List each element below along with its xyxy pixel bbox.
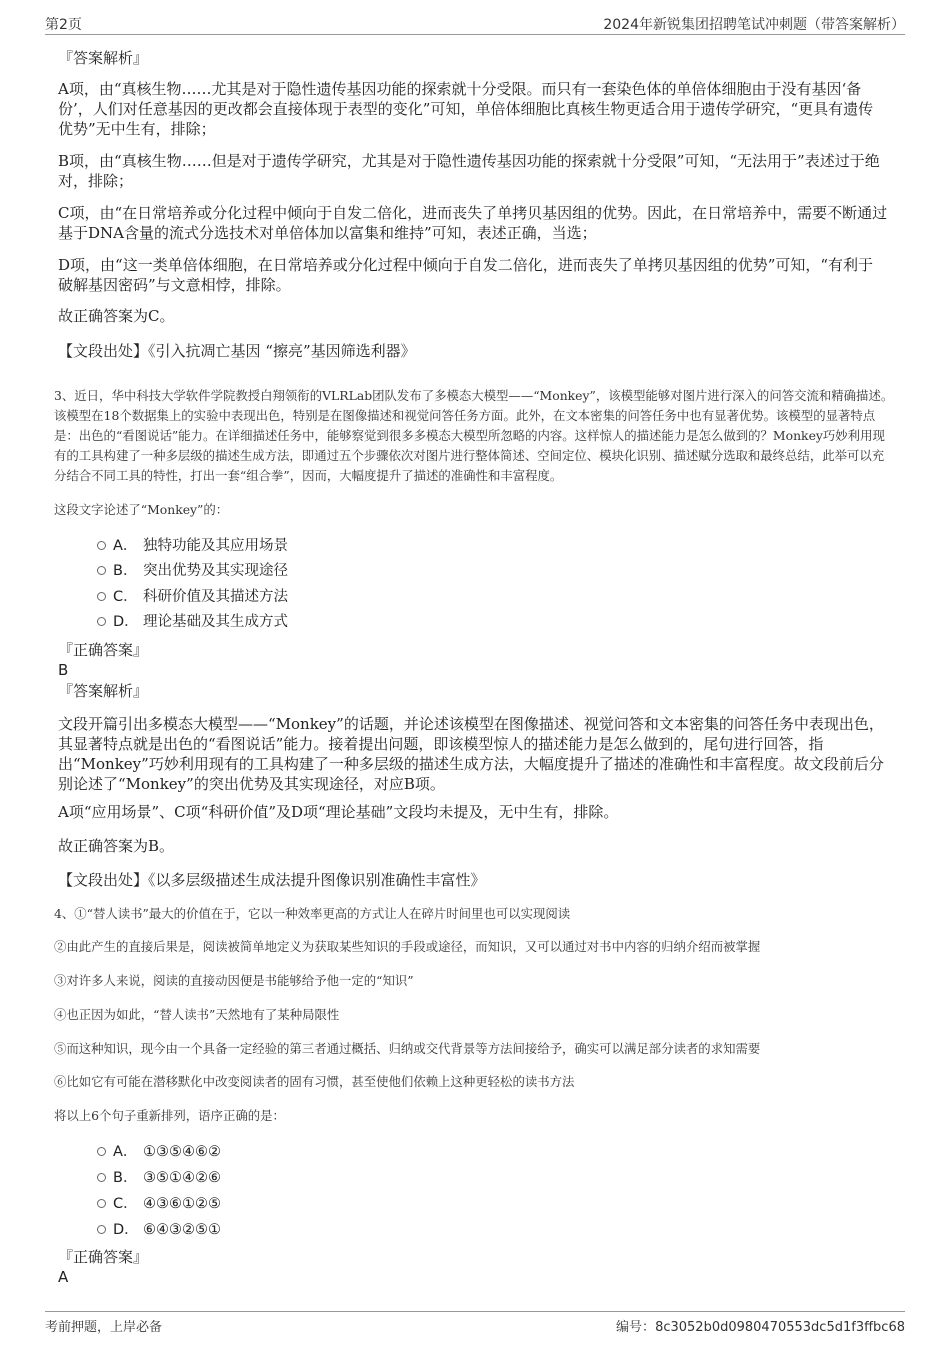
- code-label: 编号：: [616, 1320, 656, 1335]
- q2-analysis-a: A项，由“真核生物……尤其是对于隐性遗传基因功能的探索就十分受限。而只有一套染色体的单倍体细胞由于没有基因‘备份’，人们对任意基因的更改都会直接体现于表型的变化”可知，单倍体细胞比真核生物更适合用于遗传学研究，“更具有遗传优势”无中生有，排除；: [58, 80, 874, 138]
- q3-analysis-heading: 『答案解析』: [58, 682, 149, 700]
- q4-sentence-3: ③对许多人来说，阅读的直接动因便是书能够给予他一定的“知识”: [54, 973, 414, 988]
- q4-sentence-6: ⑥比如它有可能在潜移默化中改变阅读者的固有习惯，甚至使他们依赖上这种更轻松的读书方法: [54, 1074, 575, 1089]
- radio-icon[interactable]: [97, 541, 106, 550]
- radio-icon[interactable]: [97, 592, 106, 601]
- q3-conclusion: 故正确答案为B。: [58, 837, 175, 855]
- radio-icon[interactable]: [97, 566, 106, 575]
- q2-analysis-heading: 『答案解析』: [58, 49, 149, 67]
- q4-sentence-1: 4、①“替人读书”最大的价值在于，它以一种效率更高的方式让人在碎片时间里也可以实现阅读: [54, 906, 571, 921]
- q4-option-a[interactable]: A． ①③⑤④⑥②: [97, 1142, 221, 1162]
- q4-option-b[interactable]: B． ③⑤①④②⑥: [97, 1168, 221, 1188]
- q3-correct-heading: 『正确答案』: [58, 641, 149, 659]
- document-code: [616, 1316, 905, 1335]
- q4-sentence-5: ⑤而这种知识，现今由一个具备一定经验的第三者通过概括、归纳或交代背景等方法间接给予，确实可以满足部分读者的求知需要: [54, 1041, 761, 1056]
- q4-option-d[interactable]: D． ⑥④③②⑤①: [97, 1220, 221, 1240]
- radio-icon[interactable]: [97, 1173, 106, 1182]
- page-header: [45, 12, 905, 35]
- q4-sentence-2: ②由此产生的直接后果是，阅读被简单地定义为获取某些知识的手段或途径，而知识，又可以通过对书中内容的归纳介绍而被掌握: [54, 939, 761, 954]
- code-value: 8c3052b0d0980470553dc5d1f3ffbc68: [655, 1320, 905, 1335]
- q4-correct-heading: 『正确答案』: [58, 1248, 149, 1266]
- document-title: 2024年新锐集团招聘笔试冲刺题（带答案解析）: [603, 17, 905, 33]
- q2-analysis-c: C项，由“在日常培养或分化过程中倾向于自发二倍化，进而丧失了单拷贝基因组的优势。因此，在日常培养中，需要不断通过基于DNA含量的流式分选技术对单倍体加以富集和维持”可知，表述正确，当选；: [58, 204, 888, 242]
- q3-option-d[interactable]: D． 理论基础及其生成方式: [97, 612, 288, 632]
- q2-analysis-d: D项，由“这一类单倍体细胞，在日常培养或分化过程中倾向于自发二倍化，进而丧失了单拷贝基因组的优势”可知，“有利于破解基因密码”与文意相悖，排除。: [58, 256, 874, 294]
- q4-question: 将以上6个句子重新排列，语序正确的是：: [54, 1108, 285, 1123]
- radio-icon[interactable]: [97, 1199, 106, 1208]
- q2-conclusion: 故正确答案为C。: [58, 307, 175, 325]
- q3-question: 这段文字论述了“Monkey”的：: [54, 502, 229, 517]
- q4-correct-answer: A: [58, 1268, 69, 1286]
- radio-icon[interactable]: [97, 1225, 106, 1234]
- radio-icon[interactable]: [97, 617, 106, 626]
- q4-option-c[interactable]: C． ④③⑥①②⑤: [97, 1194, 221, 1214]
- q3-option-c[interactable]: C． 科研价值及其描述方法: [97, 587, 288, 607]
- radio-icon[interactable]: [97, 1147, 106, 1156]
- footer-slogan: 考前押题，上岸必备: [45, 1320, 163, 1335]
- q3-analysis-main: 文段开篇引出多模态大模型——“Monkey”的话题，并论述该模型在图像描述、视觉问答和文本密集的问答任务中表现出色，其显著特点就是出色的“看图说话”能力。接着提出问题，即该模型惊人的描述能力是怎么做到的，尾句进行回答，指出“Monkey”巧妙利用现有的工具构建了一种多层级的描述生成方法，大幅度提升了描述的准确性和丰富程度。故文段前后分别论述了“Monkey”的突出优势及其实现途径，对应B项。: [58, 715, 884, 793]
- q3-option-b[interactable]: B． 突出优势及其实现途径: [97, 561, 288, 581]
- q2-analysis-b: B项，由“真核生物……但是对于遗传学研究，尤其是对于隐性遗传基因功能的探索就十分受限”可知，“无法用于”表述过于绝对，排除；: [58, 152, 880, 190]
- page-number: 第2页: [45, 17, 82, 33]
- q3-source: 【文段出处】《以多层级描述生成法提升图像识别准确性丰富性》: [58, 871, 486, 889]
- q3-analysis-others: A项“应用场景”、C项“科研价值”及D项“理论基础”文段均未提及，无中生有，排除。: [58, 803, 619, 821]
- q3-option-a[interactable]: A． 独特功能及其应用场景: [97, 536, 288, 556]
- q4-sentence-4: ④也正因为如此，“替人读书”天然地有了某种局限性: [54, 1007, 340, 1022]
- q3-passage: 3、近日，华中科技大学软件学院教授白翔领衔的VLRLab团队发布了多模态大模型——“Monkey”，该模型能够对图片进行深入的问答交流和精确描述。该模型在18个数据集上的实验中表现出色，特别是在图像描述和视觉问答任务方面。此外，在文本密集的问答任务中也有显著优势。该模型的显著特点是：出色的“看图说话”能力。在详细描述任务中，能够察觉到很多多模态大模型所忽略的内容。这样惊人的描述能力是怎么做到的？Monkey巧妙利用现有的工具构建了一种多层级的描述生成方法，即通过五个步骤依次对图片进行整体简述、空间定位、模块化识别、描述赋分选取和最终总结，此举可以充分结合不同工具的特性，打出一套“组合拳”，因而，大幅度提升了描述的准确性和丰富程度。: [54, 388, 894, 483]
- page-footer: [45, 1311, 905, 1338]
- q3-correct-answer: B: [58, 661, 69, 679]
- q2-source: 【文段出处】《引入抗凋亡基因 “擦亮”基因筛选利器》: [58, 342, 416, 360]
